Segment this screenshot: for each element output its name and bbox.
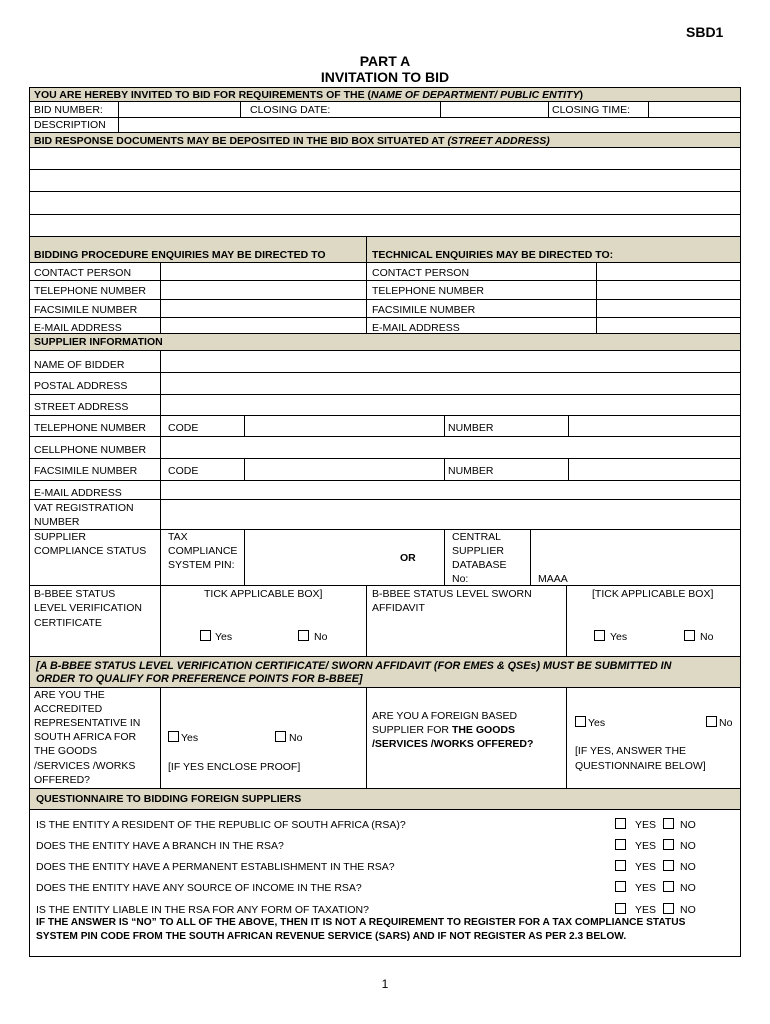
- question-income: DOES THE ENTITY HAVE ANY SOURCE OF INCOME IN THE RSA?: [36, 882, 362, 894]
- closing-date-label: CLOSING DATE:: [250, 104, 331, 116]
- representative-question-line6: /SERVICES /WORKS: [34, 760, 136, 772]
- description-label: DESCRIPTION: [34, 119, 106, 131]
- income-yes-label: YES: [635, 882, 657, 894]
- bbbee-affidavit-label-line2: AFFIDAVIT: [372, 602, 425, 614]
- compliance-label-line2: COMPLIANCE STATUS: [34, 545, 147, 557]
- question-resident: IS THE ENTITY A RESIDENT OF THE REPUBLIC OF SOUTH AFRICA (RSA)?: [36, 819, 406, 831]
- representative-question-line2: ACCREDITED: [34, 703, 103, 715]
- establishment-yes-label: YES: [635, 861, 657, 873]
- branch-yes-label: YES: [635, 840, 657, 852]
- resident-yes-label: YES: [635, 819, 657, 831]
- csd-label-line3: DATABASE: [452, 559, 507, 571]
- foreign-no-checkbox[interactable]: [706, 716, 717, 727]
- bbbee-cert-label-line3: CERTIFICATE: [34, 617, 102, 629]
- taxation-yes-label: YES: [635, 904, 657, 916]
- compliance-label-line1: SUPPLIER: [34, 531, 86, 543]
- tcs-label-line3: SYSTEM PIN:: [168, 559, 235, 571]
- income-no-checkbox[interactable]: [663, 881, 674, 892]
- bbbee-affidavit-no-label: No: [700, 631, 714, 643]
- vat-label-line1: VAT REGISTRATION: [34, 502, 134, 514]
- csd-label-line4: No:: [452, 573, 469, 585]
- bid-form: [29, 87, 741, 957]
- questionnaire-footer-line1: IF THE ANSWER IS “NO” TO ALL OF THE ABOVE, THEN IT IS NOT A REQUIREMENT TO REGISTER FOR A TAX COMPLIANCE STATUS: [36, 917, 686, 928]
- technical-telephone-label: TELEPHONE NUMBER: [372, 285, 485, 297]
- branch-no-checkbox[interactable]: [663, 839, 674, 850]
- bidding-telephone-label: TELEPHONE NUMBER: [34, 285, 147, 297]
- resident-no-label: NO: [680, 819, 696, 831]
- foreign-yes-checkbox[interactable]: [575, 716, 586, 727]
- enclose-proof-note: [IF YES ENCLOSE PROOF]: [168, 761, 301, 773]
- foreign-answer-note-line2: QUESTIONNAIRE BELOW]: [575, 760, 706, 772]
- representative-question-line4: SOUTH AFRICA FOR: [34, 731, 137, 743]
- telephone-number-label: NUMBER: [448, 422, 494, 434]
- foreign-answer-note-line1: [IF YES, ANSWER THE: [575, 745, 687, 757]
- resident-yes-checkbox[interactable]: [615, 818, 626, 829]
- bidding-facsimile-label: FACSIMILE NUMBER: [34, 304, 138, 316]
- bbbee-cert-yes-label: Yes: [215, 631, 233, 643]
- bbbee-note-line2: ORDER TO QUALIFY FOR PREFERENCE POINTS FOR B-BBEE]: [36, 673, 363, 685]
- bidding-email-label: E-MAIL ADDRESS: [34, 322, 122, 334]
- income-yes-checkbox[interactable]: [615, 881, 626, 892]
- tcs-label-line2: COMPLIANCE: [168, 545, 238, 557]
- bbbee-affidavit-yes-checkbox[interactable]: [594, 630, 605, 641]
- bbbee-cert-no-checkbox[interactable]: [298, 630, 309, 641]
- taxation-no-label: NO: [680, 904, 696, 916]
- question-taxation: IS THE ENTITY LIABLE IN THE RSA FOR ANY FORM OF TAXATION?: [36, 904, 369, 916]
- technical-facsimile-label: FACSIMILE NUMBER: [372, 304, 476, 316]
- technical-enquiries-heading: TECHNICAL ENQUIRIES MAY BE DIRECTED TO:: [372, 249, 614, 261]
- establishment-yes-checkbox[interactable]: [615, 860, 626, 871]
- representative-question-line7: OFFERED?: [34, 774, 91, 786]
- postal-address-label: POSTAL ADDRESS: [34, 380, 128, 392]
- branch-yes-checkbox[interactable]: [615, 839, 626, 850]
- bbbee-cert-no-label: No: [314, 631, 328, 643]
- csd-label-line2: SUPPLIER: [452, 545, 504, 557]
- csd-label-line1: CENTRAL: [452, 531, 502, 543]
- technical-contact-person-label: CONTACT PERSON: [372, 267, 470, 279]
- foreign-yes-label: Yes: [588, 717, 606, 729]
- supplier-heading: SUPPLIER INFORMATION: [34, 336, 163, 348]
- tcs-label-line1: TAX: [168, 531, 188, 543]
- questionnaire-footer-line2: SYSTEM PIN CODE FROM THE SOUTH AFRICAN REVENUE SERVICE (SARS) AND IF NOT REGISTER AS PER 2.3 BELOW.: [36, 931, 627, 942]
- bbbee-affidavit-yes-label: Yes: [610, 631, 628, 643]
- taxation-yes-checkbox[interactable]: [615, 903, 626, 914]
- bidder-name-label: NAME OF BIDDER: [34, 359, 125, 371]
- supplier-email-label: E-MAIL ADDRESS: [34, 487, 122, 499]
- bbbee-affidavit-no-checkbox[interactable]: [684, 630, 695, 641]
- or-label: OR: [400, 552, 416, 564]
- bbbee-tick-left: TICK APPLICABLE BOX]: [204, 588, 323, 600]
- representative-question-line1: ARE YOU THE: [34, 689, 105, 701]
- facsimile-number-label: NUMBER: [448, 465, 494, 477]
- supplier-facsimile-label: FACSIMILE NUMBER: [34, 465, 138, 477]
- vat-label-line2: NUMBER: [34, 516, 80, 528]
- representative-no-checkbox[interactable]: [275, 731, 286, 742]
- part-label: PART A: [359, 53, 411, 69]
- representative-question-line5: THE GOODS: [34, 745, 98, 757]
- facsimile-code-label: CODE: [168, 465, 199, 477]
- closing-time-label: CLOSING TIME:: [552, 104, 630, 116]
- questionnaire-heading: QUESTIONNAIRE TO BIDDING FOREIGN SUPPLIERS: [36, 793, 302, 805]
- representative-yes-label: Yes: [181, 732, 199, 744]
- foreign-question-line1: ARE YOU A FOREIGN BASED: [372, 710, 518, 722]
- question-branch: DOES THE ENTITY HAVE A BRANCH IN THE RSA?: [36, 840, 284, 852]
- technical-email-label: E-MAIL ADDRESS: [372, 322, 460, 334]
- street-address-label: STREET ADDRESS: [34, 401, 129, 413]
- bbbee-cert-label-line2: LEVEL VERIFICATION: [34, 602, 142, 614]
- form-code: SBD1: [686, 24, 724, 40]
- bidding-enquiries-heading: BIDDING PROCEDURE ENQUIRIES MAY BE DIRECTED TO: [34, 249, 326, 261]
- bid-number-label: BID NUMBER:: [34, 104, 103, 116]
- deposit-heading: BID RESPONSE DOCUMENTS MAY BE DEPOSITED IN THE BID BOX SITUATED AT (STREET ADDRESS): [34, 135, 550, 147]
- establishment-no-checkbox[interactable]: [663, 860, 674, 871]
- maaa-prefix: MAAA: [538, 573, 568, 585]
- resident-no-checkbox[interactable]: [663, 818, 674, 829]
- branch-no-label: NO: [680, 840, 696, 852]
- representative-no-label: No: [289, 732, 303, 744]
- page-number: 1: [381, 977, 389, 991]
- foreign-question-line3: /SERVICES /WORKS OFFERED?: [372, 738, 534, 750]
- taxation-no-checkbox[interactable]: [663, 903, 674, 914]
- representative-question-line3: REPRESENTATIVE IN: [34, 717, 141, 729]
- establishment-no-label: NO: [680, 861, 696, 873]
- representative-yes-checkbox[interactable]: [168, 731, 179, 742]
- telephone-code-label: CODE: [168, 422, 199, 434]
- page-title: INVITATION TO BID: [320, 69, 450, 85]
- bbbee-tick-right: [TICK APPLICABLE BOX]: [592, 588, 714, 600]
- bbbee-cert-yes-checkbox[interactable]: [200, 630, 211, 641]
- invite-heading: YOU ARE HEREBY INVITED TO BID FOR REQUIREMENTS OF THE (NAME OF DEPARTMENT/ PUBLIC ENTITY): [34, 89, 583, 101]
- foreign-question-line2: SUPPLIER FOR THE GOODS: [372, 724, 515, 736]
- supplier-telephone-label: TELEPHONE NUMBER: [34, 422, 147, 434]
- question-establishment: DOES THE ENTITY HAVE A PERMANENT ESTABLISHMENT IN THE RSA?: [36, 861, 395, 873]
- bbbee-cert-label-line1: B-BBEE STATUS: [34, 588, 116, 600]
- foreign-no-label: No: [719, 717, 733, 729]
- cellphone-label: CELLPHONE NUMBER: [34, 444, 147, 456]
- bbbee-note-line1: [A B-BBEE STATUS LEVEL VERIFICATION CERTIFICATE/ SWORN AFFIDAVIT (FOR EMES & QSEs) MUST BE SUBMITTED IN: [36, 660, 672, 672]
- bbbee-affidavit-label-line1: B-BBEE STATUS LEVEL SWORN: [372, 588, 532, 600]
- income-no-label: NO: [680, 882, 696, 894]
- bidding-contact-person-label: CONTACT PERSON: [34, 267, 132, 279]
